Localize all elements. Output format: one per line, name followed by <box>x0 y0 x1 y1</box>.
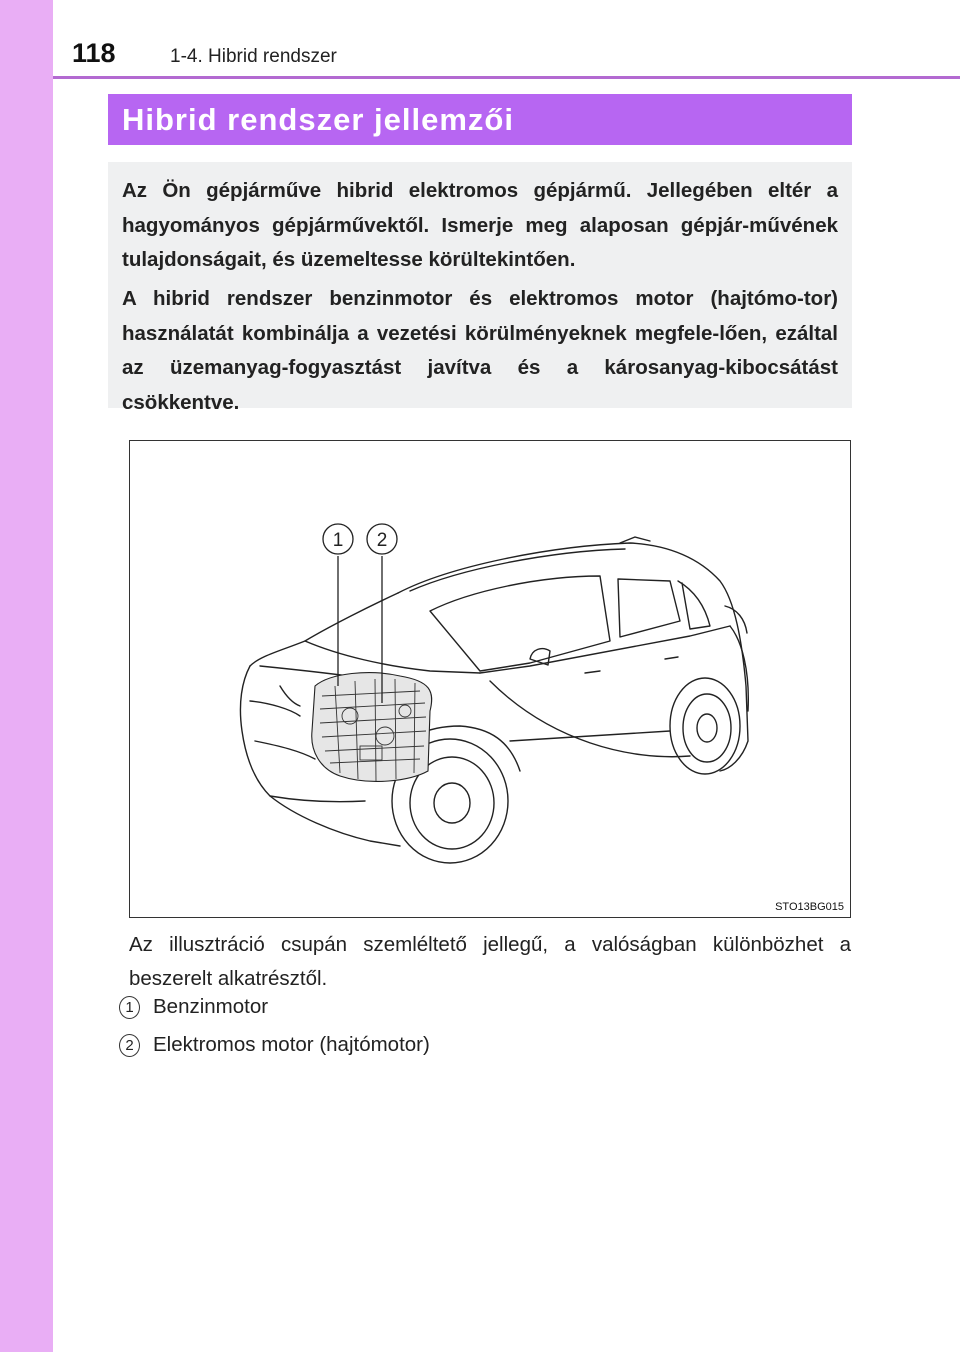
callout-2-label: 2 <box>376 530 388 551</box>
section-title-bar <box>108 94 852 145</box>
legend-number-badge: 2 <box>119 1034 140 1057</box>
intro-paragraph-2: A hibrid rendszer benzinmotor és elektromos motor (hajtómo-tor) használatát kombinálja a vezetési körülményeknek megfele-lően, ezáltal az üzemanyag-fogyasztást javítva és a károsanyag-kibocsátást csökkentve. <box>122 287 838 414</box>
running-header: 1-4. Hibrid rendszer <box>170 46 337 67</box>
legend-label: Benzinmotor <box>153 995 269 1018</box>
side-color-strip <box>0 0 53 1352</box>
page-number: 118 <box>72 38 116 68</box>
header-divider <box>53 76 960 79</box>
intro-box <box>108 162 852 414</box>
image-code: STO13BG015 <box>775 901 844 913</box>
section-title: Hibrid rendszer jellemzői <box>122 102 514 137</box>
legend-label: Elektromos motor (hajtómotor) <box>153 1033 430 1056</box>
figure-caption: Az illusztráció csupán szemléltető jellegű, a valóságban különbözhet a beszerelt alkatrésztől. <box>129 933 851 990</box>
car-illustration <box>129 440 851 918</box>
intro-paragraph-1: Az Ön gépjárműve hibrid elektromos gépjármű. Jellegében eltér a hagyományos gépjárművektől. Ismerje meg alaposan gépjár-művének tulajdonságait, és üzemeltesse körültekintően. <box>122 179 838 271</box>
callout-1-label: 1 <box>332 530 344 551</box>
legend-number-badge: 1 <box>119 996 140 1019</box>
car-drawing <box>130 441 852 919</box>
